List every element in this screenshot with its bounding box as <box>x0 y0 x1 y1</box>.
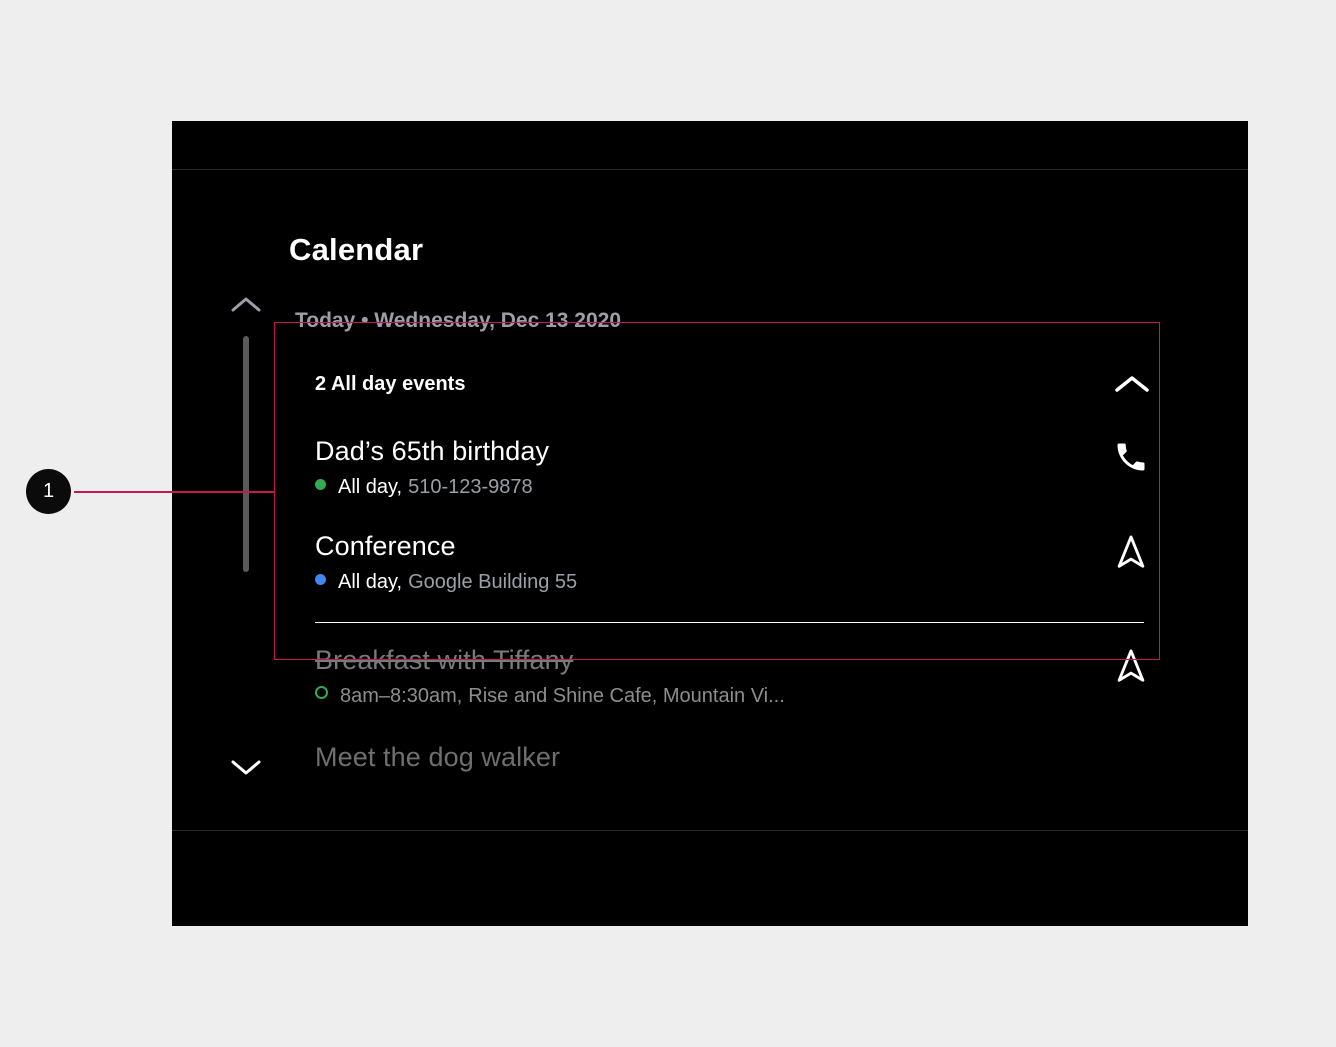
list-item[interactable] <box>289 422 1248 517</box>
date-subtitle: Today • Wednesday, Dec 13 2020 <box>295 309 622 332</box>
app-top-bar <box>172 121 1248 170</box>
scroll-rail <box>216 170 276 830</box>
phone-icon[interactable] <box>1110 436 1152 478</box>
event-details: Rise and Shine Cafe, Mountain Vi... <box>468 685 785 707</box>
list-item[interactable] <box>289 623 1248 726</box>
app-content <box>172 170 1248 830</box>
event-color-dot <box>315 686 328 699</box>
event-details: 510-123-9878 <box>408 476 533 498</box>
event-meta <box>315 473 1248 501</box>
event-meta <box>315 568 1248 596</box>
event-title: Conference <box>315 531 456 561</box>
calendar-app-window <box>172 121 1248 926</box>
list-item[interactable] <box>289 517 1248 612</box>
navigation-arrow-icon[interactable] <box>1110 531 1152 573</box>
calendar-panel <box>289 170 1248 830</box>
all-day-events-header[interactable] <box>289 346 1248 422</box>
event-title: Dad’s 65th birthday <box>315 436 550 466</box>
event-details: Google Building 55 <box>408 571 578 593</box>
event-meta <box>315 682 1248 710</box>
list-item[interactable] <box>289 726 1248 806</box>
page-title: Calendar <box>289 232 424 267</box>
annotation-badge-1: 1 <box>26 469 71 514</box>
event-time: All day, <box>338 476 403 498</box>
app-bottom-bar <box>172 830 1248 926</box>
annotation-leader-line <box>74 491 275 493</box>
scrollbar-thumb[interactable] <box>243 336 249 572</box>
event-time: All day, <box>338 571 403 593</box>
scroll-down-icon[interactable] <box>229 750 263 784</box>
chevron-up-icon[interactable] <box>1112 368 1152 400</box>
event-title: Breakfast with Tiffany <box>315 645 574 675</box>
event-list <box>289 346 1248 806</box>
all-day-events-label: 2 All day events <box>315 372 466 395</box>
event-title: Meet the dog walker <box>315 742 561 772</box>
navigation-arrow-icon[interactable] <box>1110 645 1152 687</box>
event-color-dot <box>315 574 326 585</box>
event-time: 8am–8:30am, <box>340 685 463 707</box>
event-color-dot <box>315 479 326 490</box>
scroll-up-icon[interactable] <box>229 288 263 322</box>
